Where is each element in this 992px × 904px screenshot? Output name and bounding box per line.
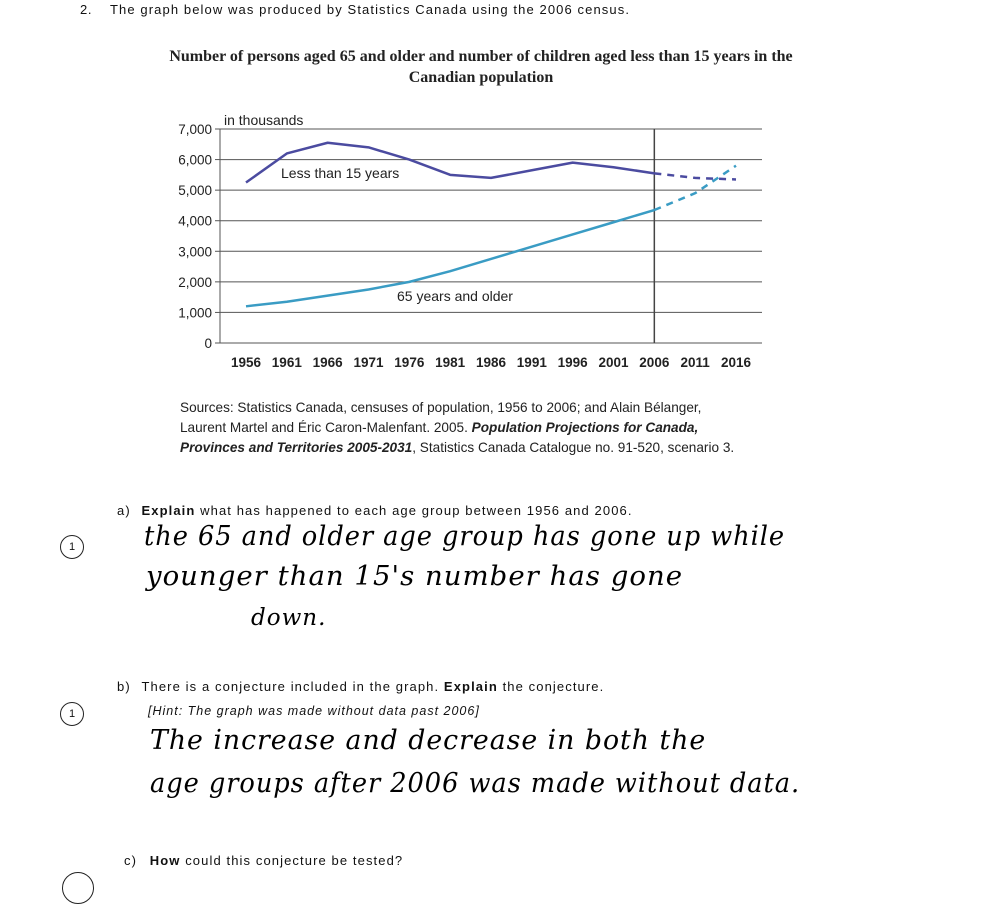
part-b-mark-circle: 1 bbox=[60, 702, 84, 726]
x-tick-label: 1971 bbox=[353, 355, 384, 370]
x-tick-label: 2016 bbox=[720, 355, 752, 370]
part-a-prompt bbox=[117, 503, 633, 518]
part-c-text: could this conjecture be tested? bbox=[180, 853, 404, 868]
sources-title-part-2: Provinces and Territories 2005-2031 bbox=[180, 440, 413, 455]
y-tick-label: 4,000 bbox=[178, 213, 212, 229]
sources-title-part-1: Population Projections for Canada, bbox=[471, 420, 699, 435]
line-chart bbox=[160, 105, 780, 380]
part-c-mark-circle bbox=[62, 872, 94, 904]
part-b-label: b) bbox=[117, 679, 131, 694]
series-label-less-than-15: Less than 15 years bbox=[281, 165, 400, 181]
chart-gridlines bbox=[220, 129, 762, 312]
part-c-prompt bbox=[124, 853, 403, 868]
part-b-answer-line-2: age groups after 2006 was made without data. bbox=[150, 768, 801, 799]
part-a-keyword: Explain bbox=[141, 503, 196, 518]
y-tick-label: 3,000 bbox=[178, 244, 212, 260]
chart-axes bbox=[215, 129, 762, 343]
part-c-keyword: How bbox=[149, 853, 181, 868]
x-tick-label: 1991 bbox=[516, 355, 547, 370]
part-a-answer-line-2: younger than 15's number has gone bbox=[146, 561, 684, 592]
x-tick-label: 2006 bbox=[639, 355, 670, 370]
part-c-label: c) bbox=[124, 853, 138, 868]
x-tick-label: 1961 bbox=[271, 355, 302, 370]
y-tick-label: 5,000 bbox=[178, 183, 212, 199]
y-axis-label: in thousands bbox=[224, 112, 304, 128]
y-tick-label: 2,000 bbox=[178, 274, 212, 290]
x-tick-label: 2001 bbox=[598, 355, 629, 370]
sources-catalogue: , Statistics Canada Catalogue no. 91-520, scenario 3. bbox=[412, 440, 735, 455]
part-a-answer-line-1: the 65 and older age group has gone up while bbox=[144, 521, 786, 552]
y-tick-label: 0 bbox=[204, 336, 212, 351]
series-label-65-and-older: 65 years and older bbox=[397, 288, 513, 304]
x-tick-label: 1981 bbox=[435, 355, 466, 370]
x-tick-label: 1976 bbox=[394, 355, 425, 370]
y-tick-label: 1,000 bbox=[178, 305, 212, 321]
chart-sources bbox=[180, 398, 830, 458]
part-b-text-suffix: the conjecture. bbox=[497, 679, 605, 694]
x-tick-label: 1996 bbox=[557, 355, 588, 370]
part-b-answer-line-1: The increase and decrease in both the bbox=[150, 725, 707, 756]
x-tick-label: 1986 bbox=[475, 355, 507, 370]
x-tick-label: 1966 bbox=[312, 355, 343, 370]
part-b-keyword: Explain bbox=[443, 679, 498, 694]
question-number: 2. bbox=[80, 2, 93, 17]
part-a-mark-circle: 1 bbox=[60, 535, 84, 559]
question-text: The graph below was produced by Statistics Canada using the 2006 census. bbox=[110, 2, 631, 17]
x-tick-label: 1956 bbox=[230, 355, 262, 370]
chart-title: Number of persons aged 65 and older and number of children aged less than 15 years in the Canadian population bbox=[169, 48, 793, 86]
part-b-hint: [Hint: The graph was made without data past 2006] bbox=[148, 704, 480, 718]
part-a-label: a) bbox=[117, 503, 131, 518]
part-a-answer-line-3: down. bbox=[251, 605, 327, 631]
sources-line-2 bbox=[180, 418, 830, 438]
sources-line-3 bbox=[180, 438, 830, 458]
y-tick-label: 7,000 bbox=[178, 122, 212, 137]
part-a-text: what has happened to each age group between 1956 and 2006. bbox=[195, 503, 633, 518]
series-projection-1 bbox=[654, 166, 736, 210]
sources-authors: Laurent Martel and Éric Caron-Malenfant. 2005. bbox=[180, 420, 472, 435]
part-b-prompt bbox=[117, 679, 604, 694]
y-tick-label: 6,000 bbox=[178, 152, 212, 168]
part-b-text-prefix: There is a conjecture included in the graph. bbox=[141, 679, 444, 694]
sources-line-1: Sources: Statistics Canada, censuses of population, 1956 to 2006; and Alain Bélanger, bbox=[180, 400, 702, 415]
x-tick-label: 2011 bbox=[680, 355, 710, 370]
